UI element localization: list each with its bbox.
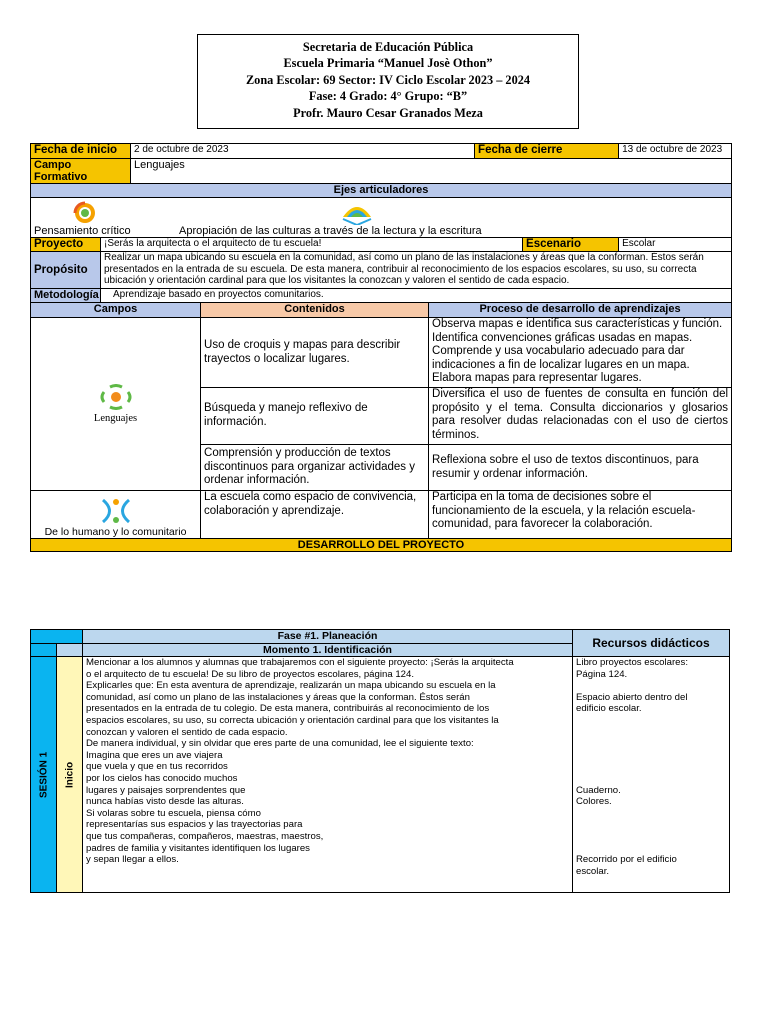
header-line-grade: Fase: 4 Grado: 4° Grupo: “B” <box>308 89 468 104</box>
actividad-line: presentados en la entrada de tu colegio. De esta manera, contribuirás al reconocimiento de los <box>86 703 490 715</box>
col-campos: Campos <box>31 303 201 318</box>
header-line-sep: Secretaria de Educación Pública <box>302 40 474 54</box>
escenario-value: Escolar <box>619 238 732 252</box>
inicio-cell <box>57 657 83 893</box>
school-header <box>197 34 579 129</box>
proceso-4: Participa en la toma de decisiones sobre el funcionamiento de la escuela, y la relación escuela-comunidad, para favorecer la colaboración. <box>429 491 732 539</box>
contenido-2: Búsqueda y manejo reflexivo de información. <box>201 388 429 445</box>
actividad-line: Mencionar a los alumnos y alumnas que trabajaremos con el siguiente proyecto: ¡Serás la arquitecta <box>86 657 514 668</box>
metodologia-label: Metodología <box>31 289 101 303</box>
poem-line: y sepan llegar a ellos. <box>86 854 179 866</box>
recurso-libro: Libro proyectos escolares: Página 124. <box>576 657 688 680</box>
desarrollo-banner: DESARROLLO DEL PROYECTO <box>31 539 732 552</box>
metodologia-value: Aprendizaje basado en proyectos comunitarios. <box>101 289 732 303</box>
recurso-recorrido: Recorrido por el edificio escolar. <box>576 854 677 877</box>
recursos-cell <box>573 657 730 893</box>
fecha-inicio-label: Fecha de inicio <box>31 144 131 159</box>
fecha-cierre-value: 13 de octubre de 2023 <box>619 144 732 159</box>
humano-comunitario-icon <box>34 496 197 526</box>
header-line-zone: Zona Escolar: 69 Sector: IV Ciclo Escolar 2023 – 2024 <box>245 72 531 87</box>
actividad-line: espacios escolares, su uso, su correcta ubicación y orientación cardinal para que los visitantes la <box>86 714 499 726</box>
eje-apropiacion-culturas: Apropiación de las culturas a través de la lectura y la escritura <box>179 225 482 237</box>
fase-table <box>30 629 730 893</box>
planning-table <box>30 143 732 552</box>
poem-line: representarías sus espacios y las trayectorias para <box>86 819 303 831</box>
proposito-value: Realizar un mapa ubicando su escuela en la comunidad, así como un plano de las instalaciones y áreas que la conforman. Éstos serán presentados en la entrada de su escuela. De esta manera, contribuir al reconocimiento de los espacios escolares, su uso, su correcta ubicación y orientación cardinal para que los visitantes la conozcan y valoren el sentido de cada espacio. <box>101 252 732 289</box>
header-line-school: Escuela Primaria “Manuel Josè Othon” <box>283 56 493 71</box>
pensamiento-critico-icon <box>71 201 99 225</box>
apropiacion-culturas-icon <box>341 199 373 225</box>
recurso-espacio: Espacio abierto dentro del edificio escolar. <box>576 691 688 715</box>
lenguajes-icon <box>96 384 136 410</box>
campo-formativo-label: Campo Formativo <box>31 159 131 184</box>
poem-line: que tus compañeras, compañeros, maestras, maestros, <box>86 830 324 842</box>
poem-line: padres de familia y visitantes identifiquen los lugares <box>86 842 310 854</box>
proposito-label: Propósito <box>31 252 101 289</box>
poem-line: Si volaras sobre tu escuela, piensa cómo <box>86 807 261 819</box>
escenario-label: Escenario <box>523 238 619 252</box>
col-proceso: Proceso de desarrollo de aprendizajes <box>429 303 732 318</box>
poem-line: por los cielos has conocido muchos <box>86 772 238 784</box>
campo-humano-label: De lo humano y lo comunitario <box>44 526 187 538</box>
contenido-4: La escuela como espacio de convivencia, colaboración y aprendizaje. <box>201 491 429 539</box>
poem-line: nunca habías visto desde las alturas. <box>86 796 244 808</box>
proceso-3: Reflexiona sobre el uso de textos discontinuos, para resumir y ordenar información. <box>429 445 732 491</box>
sesion-cell <box>31 657 57 893</box>
sesion-label: SESIÓN 1 <box>38 751 50 798</box>
actividad-text <box>83 657 573 893</box>
actividad-line: De manera individual, y sin olvidar que eres parte de una comunidad, lee el siguiente texto: <box>86 738 474 750</box>
actividad-line: o el arquitecto de tu escuela! De su libro de proyectos escolares, página 124. <box>86 668 414 680</box>
contenido-3: Comprensión y producción de textos discontinuos para organizar actividades y ordenar información. <box>201 445 429 491</box>
fase-title: Fase #1. Planeación <box>83 630 573 644</box>
actividad-line: comunidad, así como un plano de las instalaciones y áreas que la conforman. Éstos serán <box>86 691 470 703</box>
eje-pensamiento-critico: Pensamiento crítico <box>34 225 131 237</box>
poem-line: lugares y paisajes sorprendentes que <box>86 784 246 796</box>
recurso-colores: Colores. <box>576 796 612 808</box>
proyecto-label: Proyecto <box>31 238 101 252</box>
contenido-1: Uso de croquis y mapas para describir trayectos o localizar lugares. <box>201 318 429 388</box>
proceso-1: Observa mapas e identifica sus características y función. Identifica convenciones gráficas usadas en mapas. Comprende y usa vocabulario adecuado para dar indicaciones a fin de localizar lugares en un mapa. Elabora mapas para representar lugares. <box>429 318 732 388</box>
poem-line: que vuela y que en tus recorridos <box>86 761 228 773</box>
campo-formativo-value: Lenguajes <box>131 159 732 184</box>
recurso-cuaderno: Cuaderno. <box>576 784 621 796</box>
momento-corner-b <box>57 644 83 657</box>
header-line-teacher: Profr. Mauro Cesar Granados Meza <box>293 105 483 120</box>
campo-lenguajes-cell <box>31 318 201 491</box>
proceso-2: Diversifica el uso de fuentes de consulta en función del propósito y el tema. Consulta diccionarios y glosarios para resolver dudas relacionadas con el uso de ciertos términos. <box>429 388 732 445</box>
inicio-label: Inicio <box>64 761 76 788</box>
fase-corner <box>31 630 83 644</box>
ejes-row <box>31 198 732 238</box>
poem-line: Imagina que eres un ave viajera <box>86 749 223 761</box>
proyecto-value: ¡Serás la arquitecta o el arquitecto de tu escuela! <box>101 238 523 252</box>
recursos-header: Recursos didácticos <box>573 630 730 657</box>
momento-corner-a <box>31 644 57 657</box>
actividad-line: Explicarles que: En esta aventura de aprendizaje, realizarán un mapa ubicando su escuela en la <box>86 680 496 692</box>
momento-title: Momento 1. Identificación <box>83 644 573 657</box>
campo-humano-cell <box>31 491 201 539</box>
fecha-cierre-label: Fecha de cierre <box>475 144 619 159</box>
ejes-header: Ejes articuladores <box>31 184 732 198</box>
campo-lenguajes-label: Lenguajes <box>93 413 138 424</box>
col-contenidos: Contenidos <box>201 303 429 318</box>
actividad-line: conozcan y valoren el sentido de cada espacio. <box>86 726 288 738</box>
fecha-inicio-value: 2 de octubre de 2023 <box>131 144 475 159</box>
